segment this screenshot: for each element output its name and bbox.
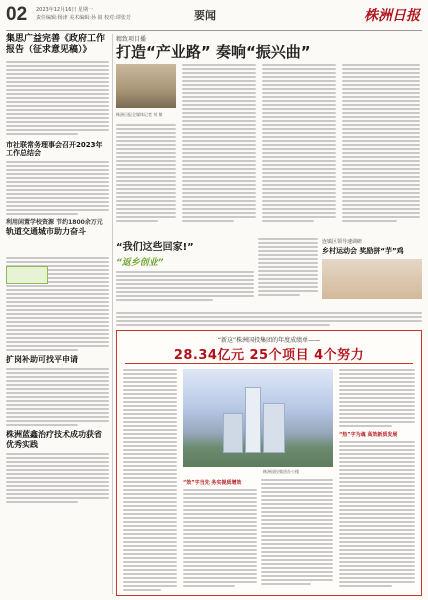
article-text bbox=[116, 271, 254, 301]
right-kicker: 连镇区领导速调研 bbox=[322, 239, 363, 245]
right-story bbox=[322, 238, 422, 308]
article-text bbox=[262, 64, 336, 224]
mid-subtitle: “返乡创业” bbox=[116, 258, 164, 268]
feature-subhead-1: “热”字为魂 高效新质发展 bbox=[339, 432, 398, 438]
page-number: 02 bbox=[6, 4, 28, 25]
top-headline: 打造“产业路” 奏响“振兴曲” bbox=[116, 43, 311, 61]
building-tower bbox=[263, 403, 285, 453]
feature-subhead-2: “效”字当先 务实提质增效 bbox=[183, 480, 242, 486]
article-text bbox=[342, 64, 420, 224]
left-headline-2: 市社联常务理事会召开2023年工作总结会 bbox=[6, 140, 103, 158]
green-logo-badge bbox=[6, 266, 48, 284]
article-text bbox=[339, 441, 415, 589]
feature-headline: 28.34亿元 25个项目 4个努力 bbox=[173, 348, 365, 363]
article-text bbox=[123, 369, 177, 593]
mid-story bbox=[116, 238, 254, 308]
feature-rule bbox=[125, 363, 413, 364]
top-byline: 株洲日报全媒体记者 刘 敏 bbox=[116, 112, 163, 117]
left-headline-3: 利用闲置学校资源 节约1800余万元 bbox=[6, 219, 103, 226]
section-label: 要闻 bbox=[194, 9, 216, 22]
right-headline: 乡村运动会 奖励拼“芋”鸡 bbox=[322, 247, 404, 255]
top-kicker: 精致项目播 bbox=[116, 36, 147, 43]
building-tower bbox=[245, 387, 261, 453]
article-text bbox=[6, 453, 109, 503]
left-column bbox=[6, 34, 109, 594]
column-divider bbox=[112, 34, 113, 594]
article-text bbox=[6, 61, 109, 135]
left-headline-1: 集思广益完善《政府工作报告（征求意见稿）》 bbox=[6, 34, 106, 56]
article-text bbox=[183, 489, 257, 589]
left-headline-5: 株洲蓝鑫治疗技术成功获省优秀实践 bbox=[6, 429, 102, 449]
masthead-rule bbox=[6, 30, 422, 31]
feature-photo bbox=[183, 369, 333, 467]
left-headline-4: 扩岗补助可找平申请 bbox=[6, 354, 78, 364]
right-photo bbox=[322, 259, 422, 299]
feature-kicker: “新这”株洲国投集团的年度成绩单—— bbox=[217, 337, 321, 344]
article-text bbox=[6, 368, 109, 426]
article-text bbox=[6, 161, 109, 215]
editors-line: 责任编辑:杨津 美术编辑:孙 叙 校对:谭张芳 bbox=[36, 15, 131, 21]
paper-logo: 株洲日报 bbox=[364, 8, 420, 24]
article-text bbox=[182, 64, 256, 224]
article-text bbox=[258, 238, 318, 298]
building-tower bbox=[223, 413, 243, 453]
date-line: 2023年12月16日 星期一 bbox=[36, 7, 94, 13]
article-text bbox=[116, 312, 422, 328]
top-photo bbox=[116, 64, 176, 108]
top-story bbox=[116, 34, 422, 234]
article-text bbox=[339, 369, 415, 429]
article-text bbox=[261, 479, 333, 587]
feature-box bbox=[116, 330, 422, 596]
mid-headline: “我们这些回家!” bbox=[116, 242, 194, 253]
article-text bbox=[116, 124, 176, 224]
left-headline-3b: 轨道交通城市助力奋斗 bbox=[6, 226, 86, 236]
masthead bbox=[6, 4, 422, 30]
feature-photo-caption: 株洲国投集团办公楼 bbox=[263, 469, 299, 474]
